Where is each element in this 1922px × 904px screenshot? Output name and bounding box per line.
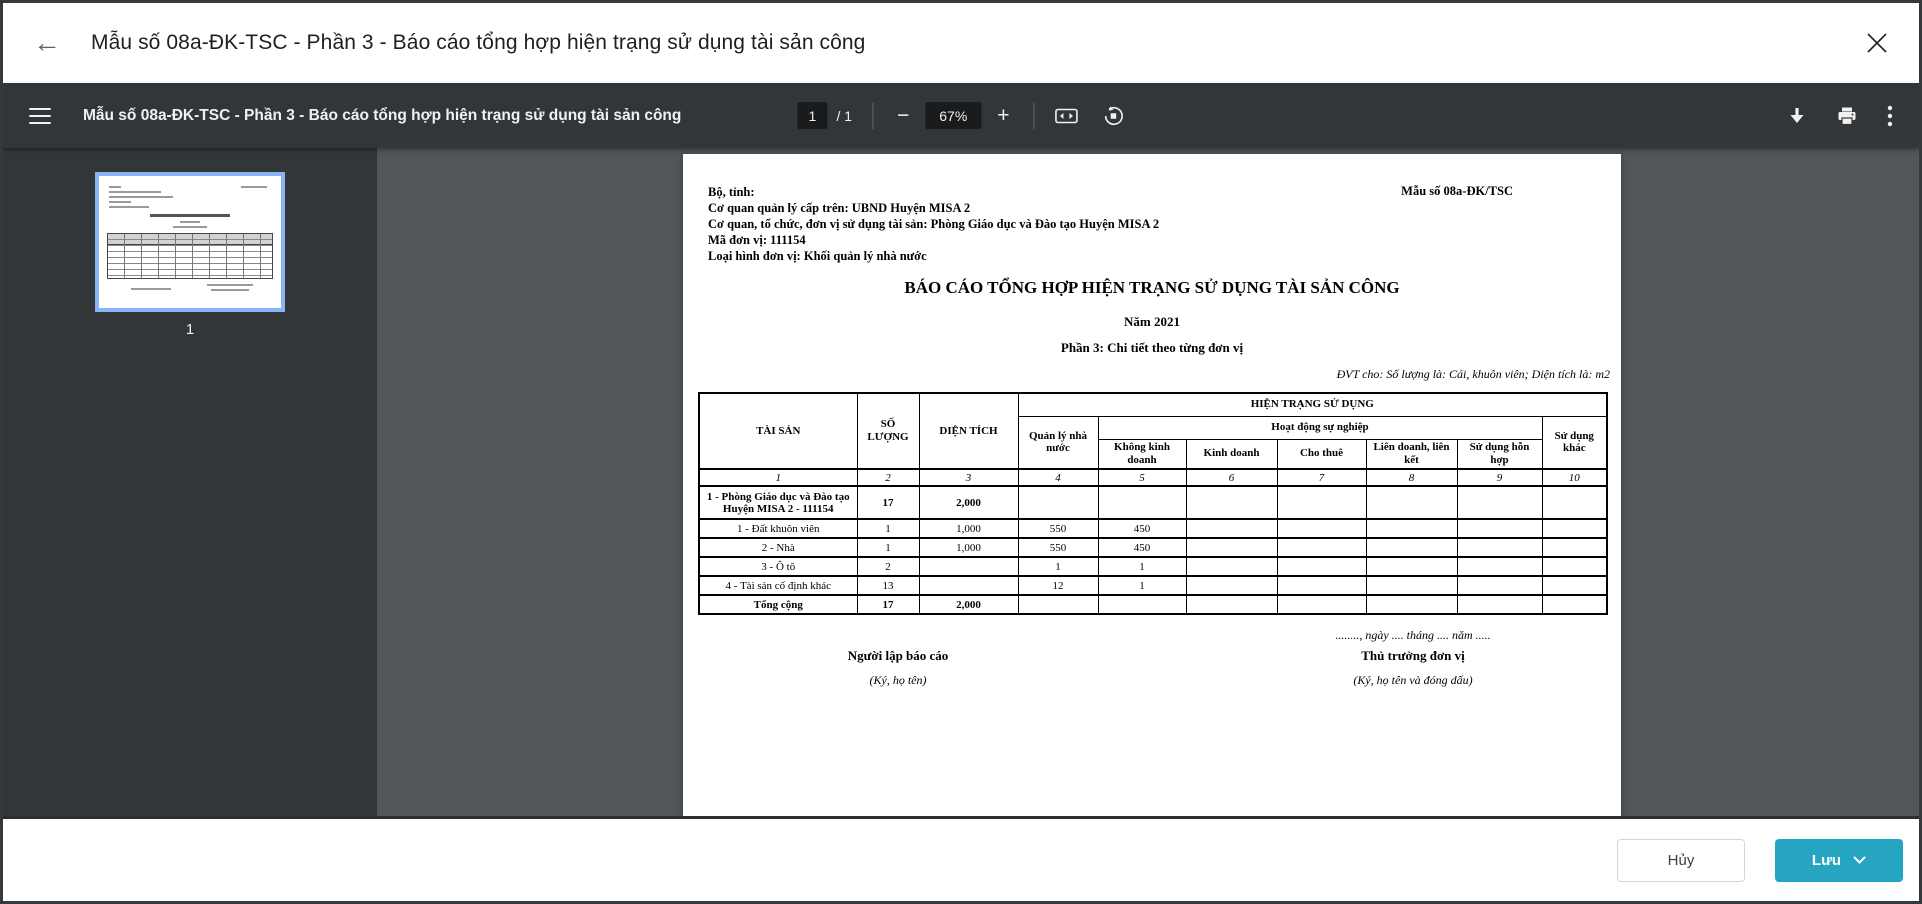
toolbar-divider [1034,103,1035,129]
signature-note: (Ký, họ tên và đóng dấu) [1353,673,1473,687]
modal-header [3,3,1919,83]
report-part: Phần 3: Chi tiết theo từng đơn vị [1060,340,1244,355]
toolbar-center-controls [797,83,1124,148]
signature-block-left [768,628,1028,688]
signature-block-right [1283,628,1543,688]
signature-date-placeholder [768,628,1028,648]
pdf-page [683,154,1621,816]
col-header-other: Sử dụng khác [1542,416,1607,469]
signature-date-line: ........, ngày .... tháng .... năm ..... [1335,628,1491,642]
table-row: 3 - Ô tô 2 1 1 [699,557,1607,576]
col-header-quantity: SỐ LƯỢNG [857,393,919,469]
modal-footer [3,819,1919,901]
chevron-down-icon [1853,856,1866,864]
unit-note: ĐVT cho: Số lượng là: Cái, khuôn viên; Diện tích là: m2 [1336,367,1610,381]
fit-to-width-icon[interactable] [1055,106,1079,126]
rotate-icon[interactable] [1103,105,1125,127]
menu-icon[interactable] [29,103,51,129]
report-header-info [708,184,1159,264]
toolbar-right-controls [1787,105,1893,127]
pdf-viewer-body [3,148,1919,819]
save-button[interactable] [1775,839,1903,882]
page-number-input[interactable]: 1 [797,102,827,129]
form-code: Mẫu số 08a-ĐK/TSC [1401,184,1513,198]
col-header-status: HIỆN TRẠNG SỬ DỤNG [1018,393,1607,416]
header-line: Cơ quan, tổ chức, đơn vị sử dụng tài sản: Phòng Giáo dục và Đào tạo Huyện MISA 2 [708,217,1160,231]
col-header-mixed: Sử dụng hỗn hợp [1457,439,1542,469]
col-header-business: Kinh doanh [1186,439,1277,469]
header-line: Bộ, tỉnh: [708,185,755,199]
header-line: Cơ quan quản lý cấp trên: UBND Huyện MISA 2 [708,201,971,215]
page-count-label: / 1 [836,107,853,124]
zoom-out-button[interactable]: − [897,104,910,127]
toolbar-divider [872,103,873,129]
zoom-level-input[interactable]: 67% [925,102,981,129]
table-row: 1 - Phòng Giáo dục và Đào tạo Huyện MISA 2 - 111154 17 2,000 [699,486,1607,519]
pdf-document-title: Mẫu số 08a-ĐK-TSC - Phần 3 - Báo cáo tổng hợp hiện trạng sử dụng tài sản công [83,106,682,124]
back-arrow-icon[interactable]: ← [33,27,61,58]
save-button-label: Lưu [1811,851,1842,869]
col-header-non-business: Không kinh doanh [1098,439,1186,469]
column-index-row: 1 2 3 4 5 6 7 8 9 10 [699,469,1607,486]
signature-note: (Ký, họ tên) [869,673,927,687]
thumbnail-page-number: 1 [185,321,195,338]
download-icon[interactable] [1787,106,1807,126]
col-header-lease: Cho thuê [1277,439,1366,469]
cancel-button[interactable]: Hủy [1617,839,1745,882]
page-thumbnail-preview [99,176,281,308]
col-header-career: Hoạt động sự nghiệp [1098,416,1542,439]
table-total-row: Tổng cộng 17 2,000 [699,595,1607,614]
zoom-in-button[interactable]: + [997,104,1010,127]
col-header-joint: Liên doanh, liên kết [1366,439,1457,469]
pdf-toolbar [3,83,1919,148]
close-icon[interactable] [1865,31,1889,55]
table-row: 4 - Tài sản cố định khác 13 12 1 [699,576,1607,595]
header-line: Mã đơn vị: 111154 [708,233,806,247]
table-row: 2 - Nhà 1 1,000 550 450 [699,538,1607,557]
header-line: Loại hình đơn vị: Khối quản lý nhà nước [708,249,927,263]
report-title: BÁO CÁO TỔNG HỢP HIỆN TRẠNG SỬ DỤNG TÀI SẢN CÔNG [904,278,1400,297]
pdf-canvas-area [377,148,1919,816]
thumbnail-sidebar [3,148,377,816]
more-options-icon[interactable] [1887,105,1893,127]
col-header-state-mgmt: Quản lý nhà nước [1018,416,1098,469]
signature-title: Người lập báo cáo [847,648,949,663]
page-thumbnail[interactable] [95,172,285,312]
print-icon[interactable] [1837,106,1857,126]
signature-title: Thủ trưởng đơn vị [1361,648,1465,663]
col-header-asset: TÀI SẢN [699,393,857,469]
table-row: 1 - Đất khuôn viên 1 1,000 550 450 [699,519,1607,538]
col-header-area: DIỆN TÍCH [919,393,1018,469]
modal-title: Mẫu số 08a-ĐK-TSC - Phần 3 - Báo cáo tổng hợp hiện trạng sử dụng tài sản công [91,31,866,54]
report-year: Năm 2021 [1124,314,1180,329]
report-table [698,392,1608,615]
